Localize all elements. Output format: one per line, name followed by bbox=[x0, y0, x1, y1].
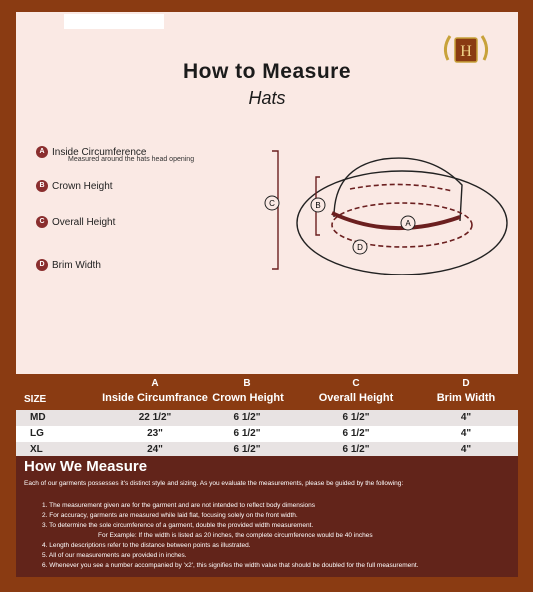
measure-c-label: Overall Height bbox=[52, 216, 116, 228]
header-size: SIZE bbox=[24, 394, 47, 405]
badge-a: A bbox=[36, 146, 48, 158]
list-item: 5. All of our measurements are provided in inches. bbox=[42, 552, 187, 559]
header-letter-c: C bbox=[352, 378, 360, 389]
table-row: LG 23" 6 1/2" 6 1/2" 4" bbox=[16, 426, 518, 442]
list-item: 2. For accuracy, garments are measured while laid flat, focusing solely on the front width. bbox=[42, 512, 298, 519]
measure-a-sub: Measured around the hats head opening bbox=[68, 156, 195, 163]
header-col-c: Overall Height bbox=[318, 392, 394, 404]
how-we-measure-panel bbox=[16, 456, 518, 577]
list-item-example: For Example: If the width is listed as 20 inches, the complete circumference would be 40 inches bbox=[98, 532, 373, 539]
measure-c bbox=[36, 216, 115, 228]
header-col-b: Crown Height bbox=[212, 392, 284, 404]
list-item: 6. Whenever you see a number accompanied by 'x2', this signifies the width value that should be doubled for the full measurement. bbox=[42, 562, 419, 569]
hat-diagram bbox=[262, 145, 512, 275]
measure-b bbox=[36, 180, 113, 192]
page-title: How to Measure bbox=[182, 60, 352, 83]
measure-d bbox=[36, 259, 101, 271]
badge-b: B bbox=[36, 180, 48, 192]
table-row: MD 22 1/2" 6 1/2" 6 1/2" 4" bbox=[16, 410, 518, 426]
list-item: 3. To determine the sole circumference of a garment, double the provided width measurement. bbox=[42, 522, 314, 529]
how-title: How We Measure bbox=[24, 458, 148, 475]
table-row: XL 24" 6 1/2" 6 1/2" 4" bbox=[16, 442, 518, 458]
diagram-label-a: A bbox=[405, 219, 411, 228]
header-col-a: Inside Circumfrance bbox=[102, 392, 208, 404]
list-item: 1. The measurement given are for the garment and are not intended to reflect body dimensions bbox=[42, 502, 316, 509]
header-letter-a: A bbox=[151, 378, 159, 389]
header-col-d: Brim Width bbox=[436, 392, 496, 404]
size-table bbox=[16, 376, 518, 458]
header-letter-d: D bbox=[462, 378, 470, 389]
how-intro: Each of our garments possesses it's distinct style and sizing. As you evaluate the measurements, please be guided by the following: bbox=[24, 480, 404, 487]
measure-a-label: Inside Circumference bbox=[52, 146, 147, 158]
diagram-label-b: B bbox=[315, 201, 321, 210]
top-white-bar bbox=[64, 14, 164, 29]
diagram-label-c: C bbox=[269, 199, 275, 208]
badge-c: C bbox=[36, 216, 48, 228]
logo-letter: H bbox=[460, 43, 472, 60]
list-item: 4. Length descriptions refer to the distance between points as illustrated. bbox=[42, 542, 251, 549]
diagram-label-d: D bbox=[357, 243, 363, 252]
measure-b-label: Crown Height bbox=[52, 180, 113, 192]
how-list bbox=[42, 501, 522, 571]
measure-d-label: Brim Width bbox=[52, 259, 101, 271]
page-subtitle: Hats bbox=[248, 88, 286, 108]
table-header bbox=[16, 376, 518, 410]
header-letter-b: B bbox=[243, 378, 251, 389]
badge-d: D bbox=[36, 259, 48, 271]
